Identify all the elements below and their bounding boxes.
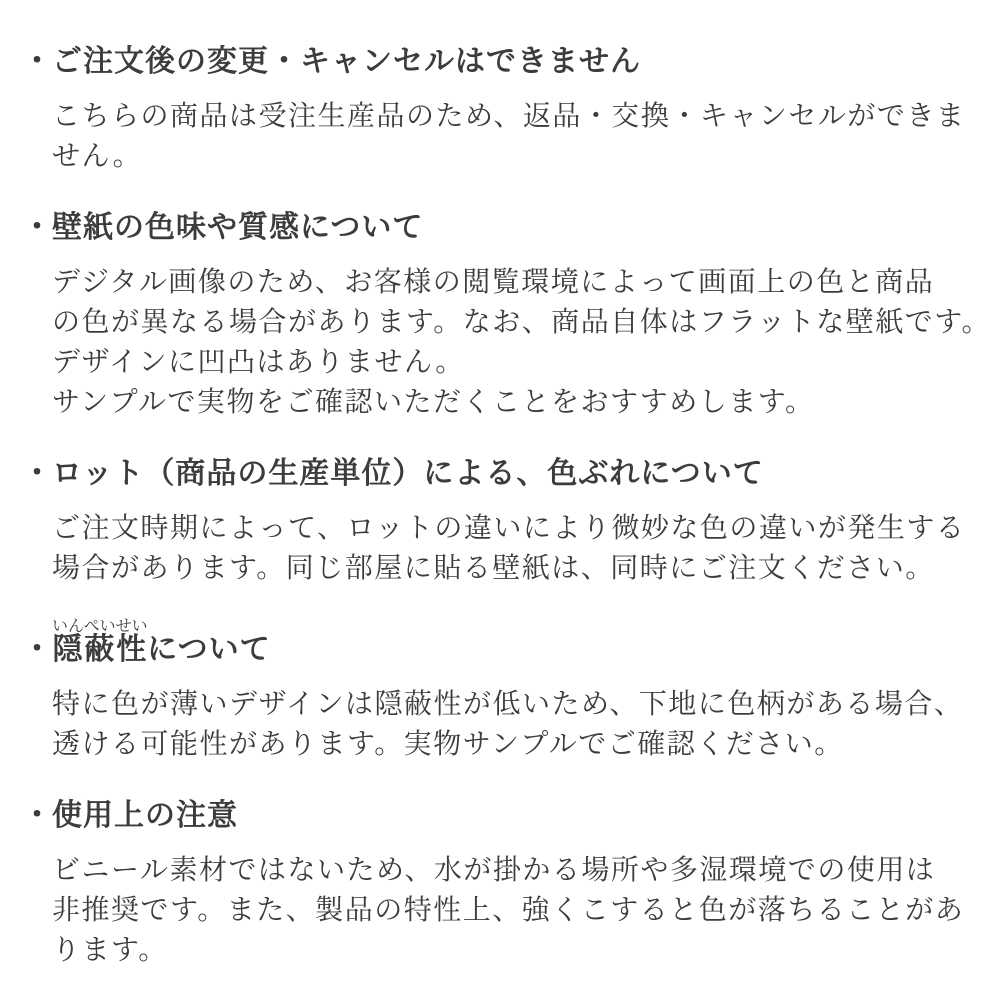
section-heading [22, 40, 990, 84]
section-heading-text: について [147, 633, 271, 666]
section-body [52, 684, 990, 764]
furigana-text: いんぺいせい [52, 618, 148, 635]
note-section-usage-caution [22, 794, 990, 970]
section-body [52, 508, 990, 588]
section-heading [22, 618, 990, 672]
body-line: ビニール素材ではないため、水が掛かる場所や多湿環境での使用は [52, 854, 936, 885]
body-line: デザインに凹凸はありません。 [52, 346, 465, 377]
body-line: デジタル画像のため、お客様の閲覧環境によって画面上の色と商品 [52, 266, 935, 297]
body-line: こちらの商品は受注生産品のため、返品・交換・キャンセルができま [52, 100, 966, 131]
ruby-base-text: 隠蔽性 [52, 633, 148, 666]
body-line: の色が異なる場合があります。なお、商品自体はフラットな壁紙です。 [52, 306, 991, 337]
body-line: 場合があります。同じ部屋に貼る壁紙は、同時にご注文ください。 [52, 552, 935, 583]
bullet-marker: ・ [22, 633, 53, 666]
body-line: 透ける可能性があります。実物サンプルでご確認ください。 [52, 728, 844, 759]
section-heading-text: 使用上の注意 [52, 799, 238, 832]
body-line: ご注文時期によって、ロットの違いにより微妙な色の違いが発生する [52, 512, 966, 543]
bullet-marker: ・ [22, 799, 53, 832]
note-section-lot-variation [22, 452, 990, 588]
body-line: 非推奨です。また、製品の特性上、強くこすると色が落ちることがあ [52, 894, 965, 925]
bullet-marker: ・ [22, 211, 53, 244]
body-line: せん。 [52, 140, 143, 171]
note-section-color-texture [22, 206, 990, 422]
body-line: ります。 [52, 934, 168, 965]
note-section-opacity [22, 618, 990, 764]
note-section-cancel-policy [22, 40, 990, 176]
section-heading-text: 壁紙の色味や質感について [52, 211, 424, 244]
section-body [52, 96, 990, 176]
section-heading-text: ロット（商品の生産単位）による、色ぶれについて [52, 457, 764, 490]
section-body [52, 850, 990, 970]
bullet-marker: ・ [22, 457, 53, 490]
section-heading [22, 206, 990, 250]
body-line: 特に色が薄いデザインは隠蔽性が低いため、下地に色柄がある場合、 [52, 688, 964, 719]
section-heading [22, 452, 990, 496]
body-line: サンプルで実物をご確認いただくことをおすすめします。 [52, 386, 815, 417]
section-heading [22, 794, 990, 838]
ruby-annotated-word [52, 618, 148, 666]
bullet-marker: ・ [22, 45, 53, 78]
section-body [52, 262, 990, 422]
section-heading-text: ご注文後の変更・キャンセルはできません [52, 45, 641, 78]
